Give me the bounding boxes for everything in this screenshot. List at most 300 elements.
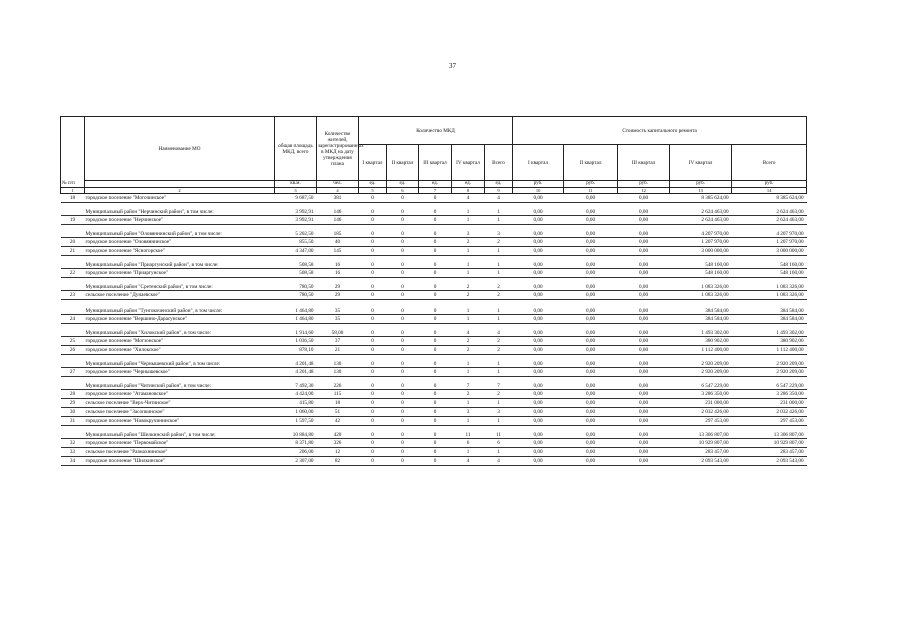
row-number: 23 xyxy=(61,291,85,300)
mkd-q4-cell: 2 xyxy=(452,337,485,346)
unit-cell: ед. xyxy=(419,181,452,188)
table-row xyxy=(61,337,807,346)
cost-total-cell: 1 112 400,00 xyxy=(732,346,807,355)
mkd-q2-cell: 0 xyxy=(387,269,419,278)
cost-q1-cell: 0,00 xyxy=(513,247,564,256)
cost-q2-cell: 0,00 xyxy=(564,368,618,377)
col-index: 4 xyxy=(317,188,359,194)
residents-cell: 145 xyxy=(317,247,359,256)
residents-cell: 146 xyxy=(317,203,359,216)
mkd-q2-cell: 0 xyxy=(387,426,419,439)
mkd-q2-cell: 0 xyxy=(387,408,419,417)
cost-total-cell: 10 929 807,00 xyxy=(732,439,807,448)
residents-cell: 21 xyxy=(317,346,359,355)
mkd-q1-cell: 0 xyxy=(359,390,387,399)
table-row xyxy=(61,368,807,377)
table-row xyxy=(61,390,807,399)
cost-q4-cell: 1 112 400,00 xyxy=(670,346,732,355)
mo-name: городское поселение "Шилкинское" xyxy=(85,457,275,466)
cost-q4-cell: 548 160,00 xyxy=(670,269,732,278)
cost-q2-cell: 0,00 xyxy=(564,439,618,448)
mo-name: городское поселение "Хилокское" xyxy=(85,346,275,355)
row-number: 19 xyxy=(61,216,85,225)
cost-q1-cell: 0,00 xyxy=(513,278,564,291)
units-row xyxy=(61,181,807,188)
unit-cell: руб. xyxy=(670,181,732,188)
mkd-total-cell: 1 xyxy=(485,300,513,315)
cost-total-cell: 8 385 624,00 xyxy=(732,194,807,203)
row-number xyxy=(61,278,85,291)
header-cost-q1: I квартал xyxy=(513,145,564,181)
header-cost-q2: II квартал xyxy=(564,145,618,181)
mkd-q3-cell: 0 xyxy=(419,194,452,203)
residents-cell: 130 xyxy=(317,355,359,368)
cost-total-cell: 2 624 463,00 xyxy=(732,216,807,225)
residents-cell: 35 xyxy=(317,300,359,315)
mkd-q2-cell: 0 xyxy=(387,355,419,368)
mkd-q3-cell: 0 xyxy=(419,238,452,247)
municipal-district-row xyxy=(61,355,807,368)
cost-q1-cell: 0,00 xyxy=(513,269,564,278)
cost-q4-cell: 2 624 463,00 xyxy=(670,216,732,225)
mkd-total-cell: 1 xyxy=(485,315,513,324)
mkd-total-cell: 1 xyxy=(485,216,513,225)
mkd-q2-cell: 0 xyxy=(387,247,419,256)
mkd-q4-cell: 1 xyxy=(452,300,485,315)
col-index: 9 xyxy=(485,188,513,194)
cost-q1-cell: 0,00 xyxy=(513,225,564,238)
mkd-q4-cell: 1 xyxy=(452,269,485,278)
repair-plan-table xyxy=(60,116,807,466)
mkd-q2-cell: 0 xyxy=(387,457,419,466)
mkd-q2-cell: 0 xyxy=(387,300,419,315)
cost-q2-cell: 0,00 xyxy=(564,417,618,426)
cost-q4-cell: 384 584,00 xyxy=(670,300,732,315)
municipal-district-row xyxy=(61,203,807,216)
mkd-q1-cell: 0 xyxy=(359,355,387,368)
mkd-q1-cell: 0 xyxy=(359,439,387,448)
mkd-q3-cell: 0 xyxy=(419,269,452,278)
unit-cell: руб. xyxy=(564,181,618,188)
mkd-q3-cell: 0 xyxy=(419,278,452,291)
unit-cell: ед. xyxy=(485,181,513,188)
cost-total-cell: 2 920 209,00 xyxy=(732,368,807,377)
mkd-q3-cell: 0 xyxy=(419,426,452,439)
cost-q1-cell: 0,00 xyxy=(513,368,564,377)
cost-q2-cell: 0,00 xyxy=(564,315,618,324)
mkd-q3-cell: 0 xyxy=(419,390,452,399)
cost-q1-cell: 0,00 xyxy=(513,408,564,417)
cost-q2-cell: 0,00 xyxy=(564,355,618,368)
mkd-total-cell: 2 xyxy=(485,337,513,346)
cost-total-cell: 2 093 543,00 xyxy=(732,457,807,466)
mkd-q2-cell: 0 xyxy=(387,216,419,225)
cost-q2-cell: 0,00 xyxy=(564,291,618,300)
mkd-q4-cell: 1 xyxy=(452,315,485,324)
cost-q3-cell: 0,00 xyxy=(618,368,670,377)
cost-q2-cell: 0,00 xyxy=(564,408,618,417)
mkd-q1-cell: 0 xyxy=(359,346,387,355)
mkd-q4-cell: 1 xyxy=(452,368,485,377)
col-index: 13 xyxy=(670,188,732,194)
mo-name: городское поселение "Могзонское" xyxy=(85,337,275,346)
cost-total-cell: 1 493 302,00 xyxy=(732,324,807,337)
cost-q4-cell: 1 083 326,00 xyxy=(670,291,732,300)
header-row-no-label: № п/п xyxy=(61,181,85,188)
row-number: 34 xyxy=(61,457,85,466)
cost-q2-cell: 0,00 xyxy=(564,278,618,291)
cost-q1-cell: 0,00 xyxy=(513,194,564,203)
mkd-q2-cell: 0 xyxy=(387,256,419,269)
table-row xyxy=(61,439,807,448)
mo-name: сельское поселение "Дунаевское" xyxy=(85,291,275,300)
cost-total-cell: 2 920 209,00 xyxy=(732,355,807,368)
area-cell: 8 371,80 xyxy=(275,439,317,448)
col-index: 7 xyxy=(419,188,452,194)
mkd-q3-cell: 0 xyxy=(419,247,452,256)
municipal-district-row xyxy=(61,256,807,269)
cost-total-cell: 231 000,00 xyxy=(732,399,807,408)
mkd-q1-cell: 0 xyxy=(359,203,387,216)
cost-q3-cell: 0,00 xyxy=(618,278,670,291)
mo-name: городское поселение "Оловяннинское" xyxy=(85,238,275,247)
row-number: 27 xyxy=(61,368,85,377)
cost-total-cell: 4 207 970,00 xyxy=(732,225,807,238)
mo-name: Муниципальный район "Сретенский район", в том числе: xyxy=(85,278,275,291)
mkd-q2-cell: 0 xyxy=(387,377,419,390)
cost-q1-cell: 0,00 xyxy=(513,300,564,315)
mkd-q3-cell: 0 xyxy=(419,225,452,238)
area-cell: 4 201,48 xyxy=(275,355,317,368)
cost-q2-cell: 0,00 xyxy=(564,225,618,238)
cost-q3-cell: 0,00 xyxy=(618,417,670,426)
residents-cell: 130 xyxy=(317,368,359,377)
mo-name: Муниципальный район "Оловяннинский район", в том числе: xyxy=(85,225,275,238)
cost-q3-cell: 0,00 xyxy=(618,399,670,408)
row-number: 20 xyxy=(61,238,85,247)
mkd-q1-cell: 0 xyxy=(359,377,387,390)
unit-cell: руб. xyxy=(513,181,564,188)
cost-q1-cell: 0,00 xyxy=(513,355,564,368)
unit-cell: чел. xyxy=(317,181,359,188)
mkd-q2-cell: 0 xyxy=(387,346,419,355)
mkd-total-cell: 1 xyxy=(485,399,513,408)
mkd-q2-cell: 0 xyxy=(387,315,419,324)
mkd-q4-cell: 2 xyxy=(452,278,485,291)
mkd-q4-cell: 1 xyxy=(452,399,485,408)
unit-cell: кв.м. xyxy=(275,181,317,188)
cost-q1-cell: 0,00 xyxy=(513,399,564,408)
mkd-total-cell: 11 xyxy=(485,426,513,439)
cost-q2-cell: 0,00 xyxy=(564,216,618,225)
mkd-q4-cell: 7 xyxy=(452,377,485,390)
row-number xyxy=(61,355,85,368)
header-cost-q3: III квартал xyxy=(618,145,670,181)
mkd-total-cell: 1 xyxy=(485,355,513,368)
cost-q1-cell: 0,00 xyxy=(513,390,564,399)
area-cell: 1 597,50 xyxy=(275,417,317,426)
mkd-q2-cell: 0 xyxy=(387,390,419,399)
cost-q2-cell: 0,00 xyxy=(564,194,618,203)
cost-q4-cell: 380 902,00 xyxy=(670,337,732,346)
unit-cell: ед. xyxy=(359,181,387,188)
mkd-total-cell: 2 xyxy=(485,278,513,291)
cost-q3-cell: 0,00 xyxy=(618,324,670,337)
cost-q3-cell: 0,00 xyxy=(618,457,670,466)
mkd-q2-cell: 0 xyxy=(387,324,419,337)
mkd-q3-cell: 0 xyxy=(419,315,452,324)
cost-q2-cell: 0,00 xyxy=(564,337,618,346)
cost-q1-cell: 0,00 xyxy=(513,324,564,337)
col-index: 3 xyxy=(275,188,317,194)
mkd-q4-cell: 2 xyxy=(452,238,485,247)
header-name: Наименование МО xyxy=(85,117,275,181)
header-mkd-q2: II квартал xyxy=(387,145,419,181)
cost-q1-cell: 0,00 xyxy=(513,315,564,324)
mkd-q4-cell: 3 xyxy=(452,408,485,417)
mkd-q2-cell: 0 xyxy=(387,399,419,408)
mo-name: сельское поселение "Размахнинское" xyxy=(85,448,275,457)
area-cell: 9 687,50 xyxy=(275,194,317,203)
cost-q3-cell: 0,00 xyxy=(618,315,670,324)
mkd-q2-cell: 0 xyxy=(387,225,419,238)
table-row xyxy=(61,194,807,203)
row-number: 32 xyxy=(61,439,85,448)
mkd-total-cell: 1 xyxy=(485,247,513,256)
mkd-q3-cell: 0 xyxy=(419,408,452,417)
cost-total-cell: 548 160,00 xyxy=(732,256,807,269)
cost-q4-cell: 4 207 970,00 xyxy=(670,225,732,238)
cost-q4-cell: 3 286 350,00 xyxy=(670,390,732,399)
col-index: 2 xyxy=(85,188,275,194)
residents-cell: 115 xyxy=(317,390,359,399)
mkd-q2-cell: 0 xyxy=(387,368,419,377)
mkd-q2-cell: 0 xyxy=(387,291,419,300)
cost-total-cell: 2 032 426,00 xyxy=(732,408,807,417)
area-cell: 10 884,80 xyxy=(275,426,317,439)
mkd-total-cell: 7 xyxy=(485,377,513,390)
mkd-q4-cell: 3 xyxy=(452,225,485,238)
cost-q4-cell: 1 493 302,00 xyxy=(670,324,732,337)
mkd-q1-cell: 0 xyxy=(359,256,387,269)
residents-cell: 18 xyxy=(317,399,359,408)
cost-q3-cell: 0,00 xyxy=(618,269,670,278)
col-index: 14 xyxy=(732,188,807,194)
mkd-q1-cell: 0 xyxy=(359,278,387,291)
mkd-q1-cell: 0 xyxy=(359,399,387,408)
mo-name: Муниципальный район "Шилкинский район", в том числе: xyxy=(85,426,275,439)
mo-name: городское поселение "Могочинское" xyxy=(85,194,275,203)
residents-cell: 146 xyxy=(317,216,359,225)
residents-cell: 58,00 xyxy=(317,324,359,337)
mkd-total-cell: 4 xyxy=(485,324,513,337)
mo-name: сельское поселение "Засопкинское" xyxy=(85,408,275,417)
col-index: 11 xyxy=(564,188,618,194)
table-row xyxy=(61,315,807,324)
mkd-q2-cell: 0 xyxy=(387,448,419,457)
municipal-district-row xyxy=(61,377,807,390)
municipal-district-row xyxy=(61,300,807,315)
cost-q2-cell: 0,00 xyxy=(564,399,618,408)
header-row-no xyxy=(61,117,85,181)
table-row xyxy=(61,291,807,300)
cost-q1-cell: 0,00 xyxy=(513,448,564,457)
residents-cell: 16 xyxy=(317,269,359,278)
header-mkd-count: Количество МКД xyxy=(359,117,513,145)
mkd-q4-cell: 1 xyxy=(452,448,485,457)
mkd-q3-cell: 0 xyxy=(419,399,452,408)
mkd-q4-cell: 1 xyxy=(452,355,485,368)
mkd-total-cell: 3 xyxy=(485,225,513,238)
table-row xyxy=(61,457,807,466)
cost-q3-cell: 0,00 xyxy=(618,408,670,417)
residents-cell: 40 xyxy=(317,238,359,247)
cost-q2-cell: 0,00 xyxy=(564,457,618,466)
mo-name: городское поселение "Первомайское" xyxy=(85,439,275,448)
mkd-q4-cell: 1 xyxy=(452,247,485,256)
mkd-q1-cell: 0 xyxy=(359,457,387,466)
cost-q1-cell: 0,00 xyxy=(513,346,564,355)
cost-q3-cell: 0,00 xyxy=(618,337,670,346)
cost-q4-cell: 6 547 229,00 xyxy=(670,377,732,390)
cost-q4-cell: 384 584,00 xyxy=(670,315,732,324)
cost-q2-cell: 0,00 xyxy=(564,346,618,355)
mkd-total-cell: 1 xyxy=(485,368,513,377)
cost-q3-cell: 0,00 xyxy=(618,256,670,269)
mkd-total-cell: 2 xyxy=(485,291,513,300)
cost-q3-cell: 0,00 xyxy=(618,448,670,457)
residents-cell: 381 xyxy=(317,194,359,203)
table-row xyxy=(61,269,807,278)
unit-cell: руб. xyxy=(618,181,670,188)
mkd-q1-cell: 0 xyxy=(359,337,387,346)
mo-name: Муниципальный район "Чернышевский район", в том числе: xyxy=(85,355,275,368)
cost-q4-cell: 1 207 970,00 xyxy=(670,238,732,247)
table-row xyxy=(61,346,807,355)
mkd-q1-cell: 0 xyxy=(359,194,387,203)
cost-total-cell: 283 457,00 xyxy=(732,448,807,457)
mo-name: сельское поселение "Верх-Читинское" xyxy=(85,399,275,408)
mkd-q4-cell: 2 xyxy=(452,291,485,300)
cost-total-cell: 548 160,00 xyxy=(732,269,807,278)
row-number xyxy=(61,203,85,216)
cost-total-cell: 2 624 463,00 xyxy=(732,203,807,216)
cost-total-cell: 1 083 326,00 xyxy=(732,291,807,300)
mkd-q3-cell: 0 xyxy=(419,448,452,457)
cost-q2-cell: 0,00 xyxy=(564,203,618,216)
cost-q4-cell: 2 624 463,00 xyxy=(670,203,732,216)
municipal-district-row xyxy=(61,225,807,238)
cost-q1-cell: 0,00 xyxy=(513,457,564,466)
header-cost-total: Всего xyxy=(732,145,807,181)
row-number: 26 xyxy=(61,346,85,355)
cost-q1-cell: 0,00 xyxy=(513,439,564,448)
cost-q2-cell: 0,00 xyxy=(564,390,618,399)
area-cell: 3 992,91 xyxy=(275,216,317,225)
area-cell: 1 036,50 xyxy=(275,337,317,346)
cost-q4-cell: 13 306 807,00 xyxy=(670,426,732,439)
cost-q4-cell: 1 083 326,00 xyxy=(670,278,732,291)
mkd-q2-cell: 0 xyxy=(387,238,419,247)
cost-q1-cell: 0,00 xyxy=(513,291,564,300)
row-number: 22 xyxy=(61,269,85,278)
area-cell: 5 202,50 xyxy=(275,225,317,238)
page-number: 37 xyxy=(449,62,456,70)
cost-total-cell: 3 000 000,00 xyxy=(732,247,807,256)
cost-q3-cell: 0,00 xyxy=(618,291,670,300)
mkd-total-cell: 1 xyxy=(485,417,513,426)
cost-q2-cell: 0,00 xyxy=(564,377,618,390)
cost-q1-cell: 0,00 xyxy=(513,426,564,439)
mkd-total-cell: 1 xyxy=(485,203,513,216)
table-body xyxy=(61,194,807,466)
cost-q2-cell: 0,00 xyxy=(564,300,618,315)
mkd-q3-cell: 0 xyxy=(419,337,452,346)
cost-q4-cell: 8 385 624,00 xyxy=(670,194,732,203)
col-index: 8 xyxy=(452,188,485,194)
mkd-total-cell: 6 xyxy=(485,439,513,448)
residents-cell: 37 xyxy=(317,337,359,346)
mkd-q1-cell: 0 xyxy=(359,216,387,225)
row-number: 21 xyxy=(61,247,85,256)
cost-q1-cell: 0,00 xyxy=(513,238,564,247)
cost-total-cell: 1 083 326,00 xyxy=(732,278,807,291)
row-number xyxy=(61,426,85,439)
area-cell: 780,50 xyxy=(275,291,317,300)
mkd-q2-cell: 0 xyxy=(387,194,419,203)
area-cell: 1 060,00 xyxy=(275,408,317,417)
table-row xyxy=(61,408,807,417)
mkd-q4-cell: 2 xyxy=(452,390,485,399)
header-area: общая площадь МКД, всего xyxy=(275,117,317,181)
area-cell: 4 201,48 xyxy=(275,368,317,377)
cost-q3-cell: 0,00 xyxy=(618,377,670,390)
mkd-q3-cell: 0 xyxy=(419,355,452,368)
mkd-q3-cell: 0 xyxy=(419,256,452,269)
mkd-q3-cell: 0 xyxy=(419,368,452,377)
unit-cell: руб. xyxy=(732,181,807,188)
col-index: 12 xyxy=(618,188,670,194)
mkd-q3-cell: 0 xyxy=(419,203,452,216)
cost-q2-cell: 0,00 xyxy=(564,238,618,247)
mkd-q4-cell: 4 xyxy=(452,324,485,337)
row-number xyxy=(61,377,85,390)
area-cell: 780,50 xyxy=(275,278,317,291)
cost-q3-cell: 0,00 xyxy=(618,238,670,247)
residents-cell: 16 xyxy=(317,256,359,269)
mo-name: Муниципальный район "Хилокский район", в том числе: xyxy=(85,324,275,337)
area-cell: 4 424,00 xyxy=(275,390,317,399)
area-cell: 206,00 xyxy=(275,448,317,457)
mkd-total-cell: 3 xyxy=(485,408,513,417)
mkd-total-cell: 2 xyxy=(485,346,513,355)
cost-total-cell: 384 584,00 xyxy=(732,315,807,324)
mkd-q3-cell: 0 xyxy=(419,291,452,300)
cost-q1-cell: 0,00 xyxy=(513,337,564,346)
header-mkd-total: Всего xyxy=(485,145,513,181)
cost-q3-cell: 0,00 xyxy=(618,390,670,399)
mo-name: Муниципальный район "Нерчинский район", в том числе: xyxy=(85,203,275,216)
cost-total-cell: 384 584,00 xyxy=(732,300,807,315)
row-number: 24 xyxy=(61,315,85,324)
col-index: 1 xyxy=(61,188,85,194)
cost-total-cell: 380 902,00 xyxy=(732,337,807,346)
cost-q4-cell: 10 929 807,00 xyxy=(670,439,732,448)
residents-cell: 420 xyxy=(317,426,359,439)
mkd-q4-cell: 1 xyxy=(452,256,485,269)
cost-q4-cell: 231 000,00 xyxy=(670,399,732,408)
residents-cell: 29 xyxy=(317,278,359,291)
